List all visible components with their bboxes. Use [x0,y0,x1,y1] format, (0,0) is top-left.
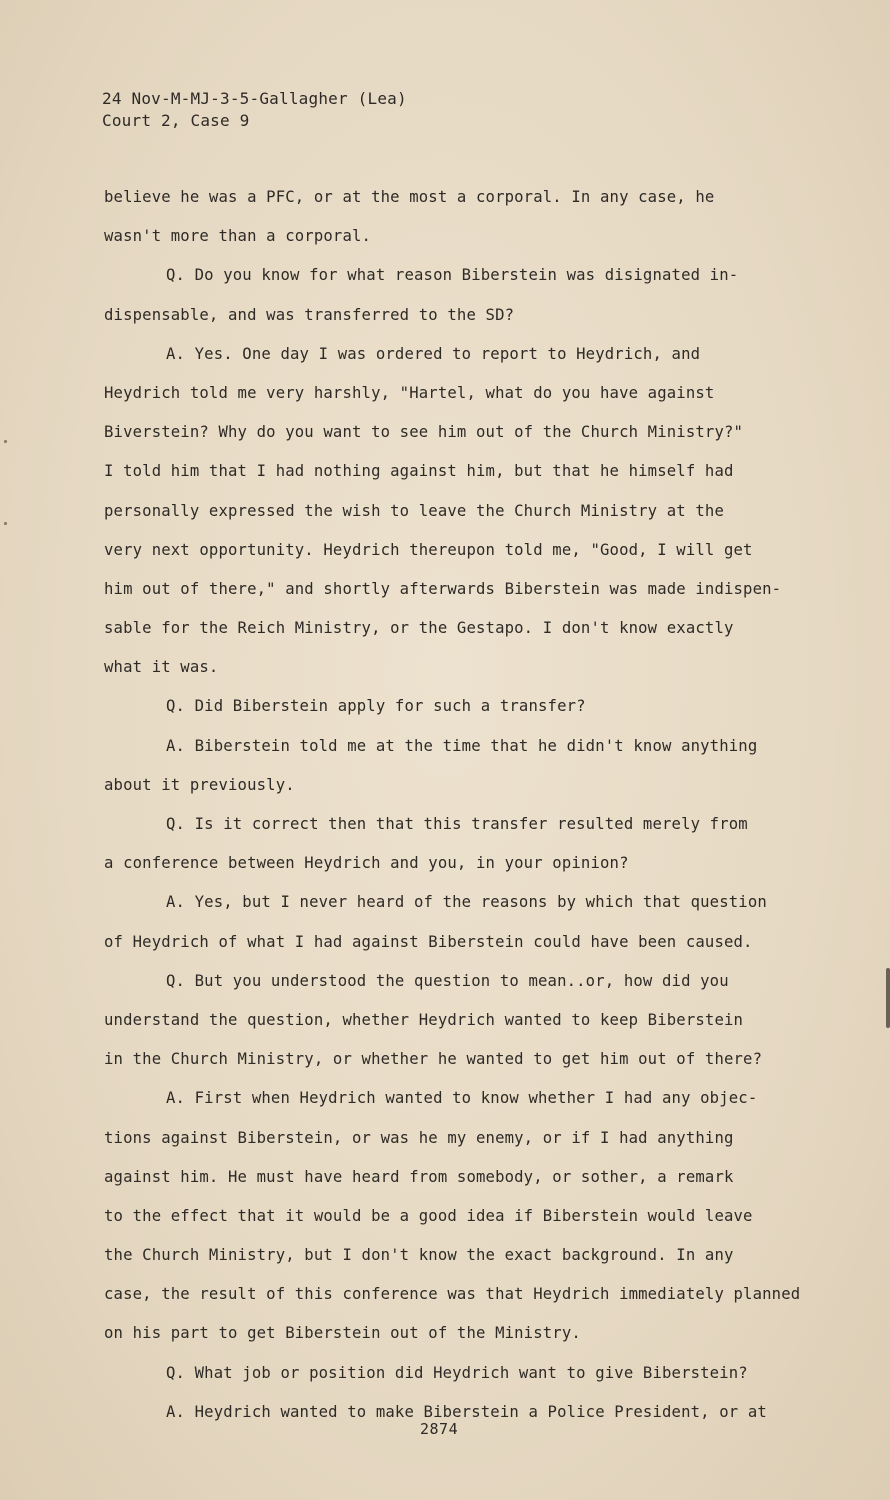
transcript-line: dispensable, and was transferred to the SD? [104,305,515,324]
transcript-line: A. Heydrich wanted to make Biberstein a Police President, or at [166,1402,767,1421]
header-court-line: Court 2, Case 9 [102,111,250,130]
header-session-line: 24 Nov-M-MJ-3-5-Gallagher (Lea) [102,89,407,108]
transcript-line: A. Biberstein told me at the time that he didn't know anything [166,736,758,755]
transcript-line: against him. He must have heard from somebody, or sother, a remark [104,1167,734,1186]
transcript-line: on his part to get Biberstein out of the Ministry. [104,1324,581,1343]
transcript-line: Q. But you understood the question to mean..or, how did you [166,971,729,990]
transcript-line: tions against Biberstein, or was he my enemy, or if I had anything [104,1128,734,1147]
transcript-line: A. Yes, but I never heard of the reasons by which that question [166,893,767,912]
margin-mark [4,440,7,443]
transcript-line: very next opportunity. Heydrich thereupon told me, "Good, I will get [104,540,753,559]
transcript-line: A. First when Heydrich wanted to know whether I had any objec- [166,1089,758,1108]
transcript-line: what it was. [104,658,219,677]
page-number: 2874 [420,1420,459,1438]
transcript-line: the Church Ministry, but I don't know the exact background. In any [104,1246,734,1265]
margin-mark [4,522,7,525]
transcript-line: personally expressed the wish to leave the Church Ministry at the [104,501,724,520]
transcript-line: about it previously. [104,775,295,794]
transcript-line: in the Church Ministry, or whether he wanted to get him out of there? [104,1050,763,1069]
transcript-line: Q. Do you know for what reason Biberstein was disignated in- [166,266,739,285]
transcript-line: I told him that I had nothing against him, but that he himself had [104,462,734,481]
transcript-line: Heydrich told me very harshly, "Hartel, what do you have against [104,383,715,402]
transcript-line: sable for the Reich Ministry, or the Gestapo. I don't know exactly [104,619,734,638]
transcript-line: case, the result of this conference was that Heydrich immediately planned [104,1285,801,1304]
transcript-body [104,178,824,1432]
transcript-line: Q. What job or position did Heydrich want to give Biberstein? [166,1363,748,1382]
transcript-line: Q. Did Biberstein apply for such a transfer? [166,697,586,716]
transcript-line: Biverstein? Why do you want to see him out of the Church Ministry?" [104,423,744,442]
transcript-line: of Heydrich of what I had against Biberstein could have been caused. [104,932,753,951]
transcript-line: believe he was a PFC, or at the most a corporal. In any case, he [104,188,715,206]
transcript-line: wasn't more than a corporal. [104,227,372,246]
scan-edge-mark [886,968,890,1028]
transcript-line: A. Yes. One day I was ordered to report to Heydrich, and [166,344,701,363]
transcript-line: to the effect that it would be a good idea if Biberstein would leave [104,1206,753,1225]
transcript-line: understand the question, whether Heydrich wanted to keep Biberstein [104,1010,744,1029]
transcript-line: Q. Is it correct then that this transfer resulted merely from [166,815,748,833]
transcript-line: him out of there," and shortly afterwards Biberstein was made indispen- [104,579,782,598]
document-header [102,88,407,132]
transcript-line: a conference between Heydrich and you, in your opinion? [104,854,629,873]
